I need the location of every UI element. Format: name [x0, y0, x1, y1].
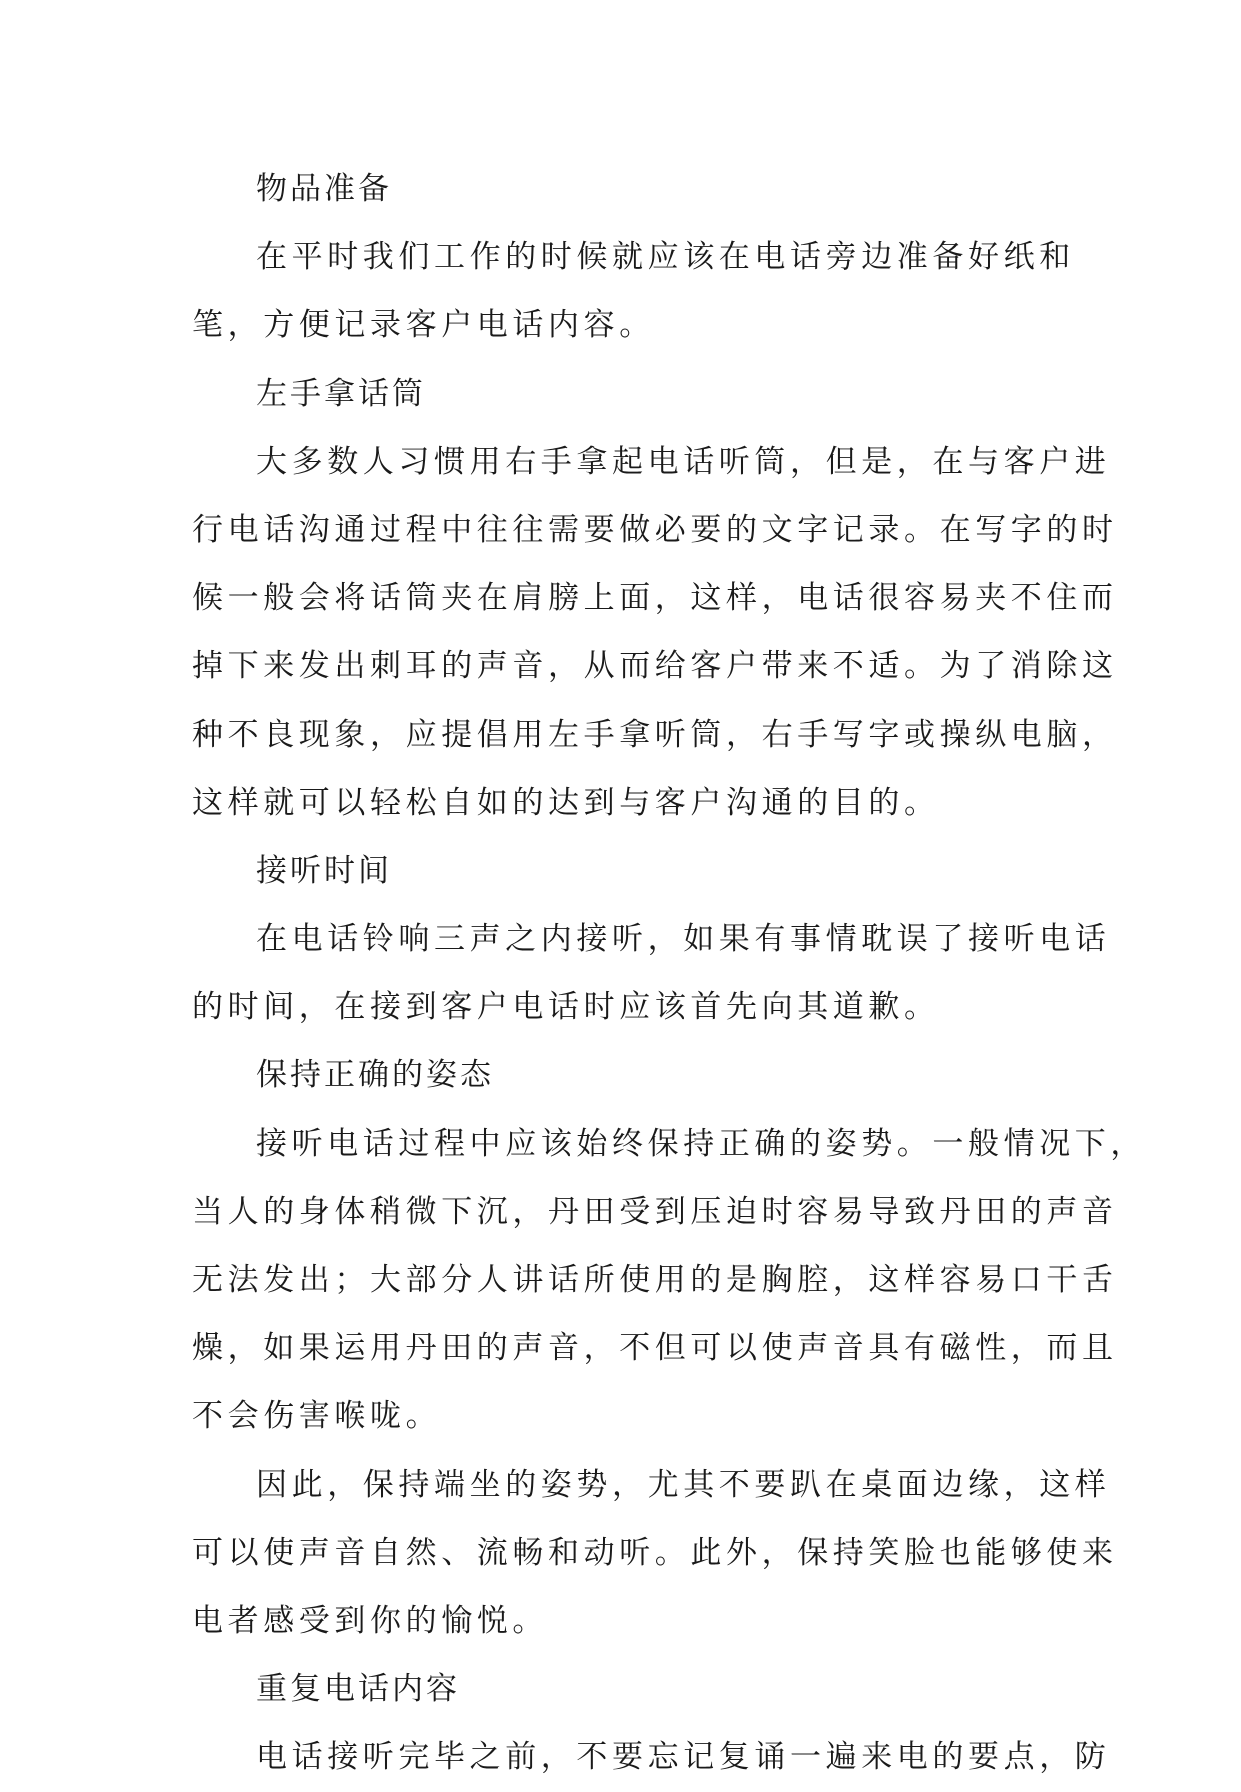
- section-heading-answer-time: 接听时间: [256, 852, 392, 889]
- section-heading-repeat-content: 重复电话内容: [256, 1671, 460, 1708]
- paragraph-line: 因此，保持端坐的姿势，尤其不要趴在桌面边缘，这样: [256, 1466, 1111, 1503]
- paragraph-line: 无法发出；大部分人讲话所使用的是胸腔，这样容易口干舌: [192, 1262, 1118, 1298]
- paragraph-line: 可以使声音自然、流畅和动听。此外，保持笑脸也能够使来: [192, 1534, 1118, 1571]
- paragraph-line: 的时间，在接到客户电话时应该首先向其道歉。: [192, 989, 940, 1026]
- paragraph-line: 当人的身体稍微下沉，丹田受到压迫时容易导致丹田的声音: [192, 1193, 1118, 1230]
- document-body: [192, 155, 1146, 1792]
- paragraph-line: 电者感受到你的愉悦。: [192, 1602, 548, 1639]
- paragraph-line: 这样就可以轻松自如的达到与客户沟通的目的。: [192, 784, 940, 821]
- paragraph-line: 笔，方便记录客户电话内容。: [192, 307, 655, 344]
- paragraph-line: 不会伤害喉咙。: [192, 1398, 442, 1435]
- paragraph-line: 候一般会将话筒夹在肩膀上面，这样，电话很容易夹不住而: [192, 580, 1118, 617]
- paragraph-line: 在电话铃响三声之内接听，如果有事情耽误了接听电话: [256, 921, 1111, 958]
- paragraph-line: 大多数人习惯用右手拿起电话听筒，但是，在与客户进: [256, 443, 1111, 480]
- paragraph-line: 种不良现象，应提倡用左手拿听筒，右手写字或操纵电脑，: [192, 716, 1118, 753]
- paragraph-line: 电话接听完毕之前，不要忘记复诵一遍来电的要点，防: [256, 1739, 1111, 1776]
- section-heading-left-hand-receiver: 左手拿话筒: [256, 375, 426, 412]
- paragraph-line: 行电话沟通过程中往往需要做必要的文字记录。在写字的时: [192, 511, 1118, 548]
- paragraph-line: 燥，如果运用丹田的声音，不但可以使声音具有磁性，而且: [192, 1330, 1118, 1367]
- paragraph-line: 掉下来发出刺耳的声音，从而给客户带来不适。为了消除这: [192, 648, 1118, 685]
- paragraph-line: 在平时我们工作的时候就应该在电话旁边准备好纸和: [256, 239, 1075, 276]
- section-heading-item-preparation: 物品准备: [256, 171, 392, 207]
- paragraph-line: 接听电话过程中应该始终保持正确的姿势。一般情况下，: [256, 1125, 1146, 1162]
- section-heading-correct-posture: 保持正确的姿态: [256, 1057, 494, 1094]
